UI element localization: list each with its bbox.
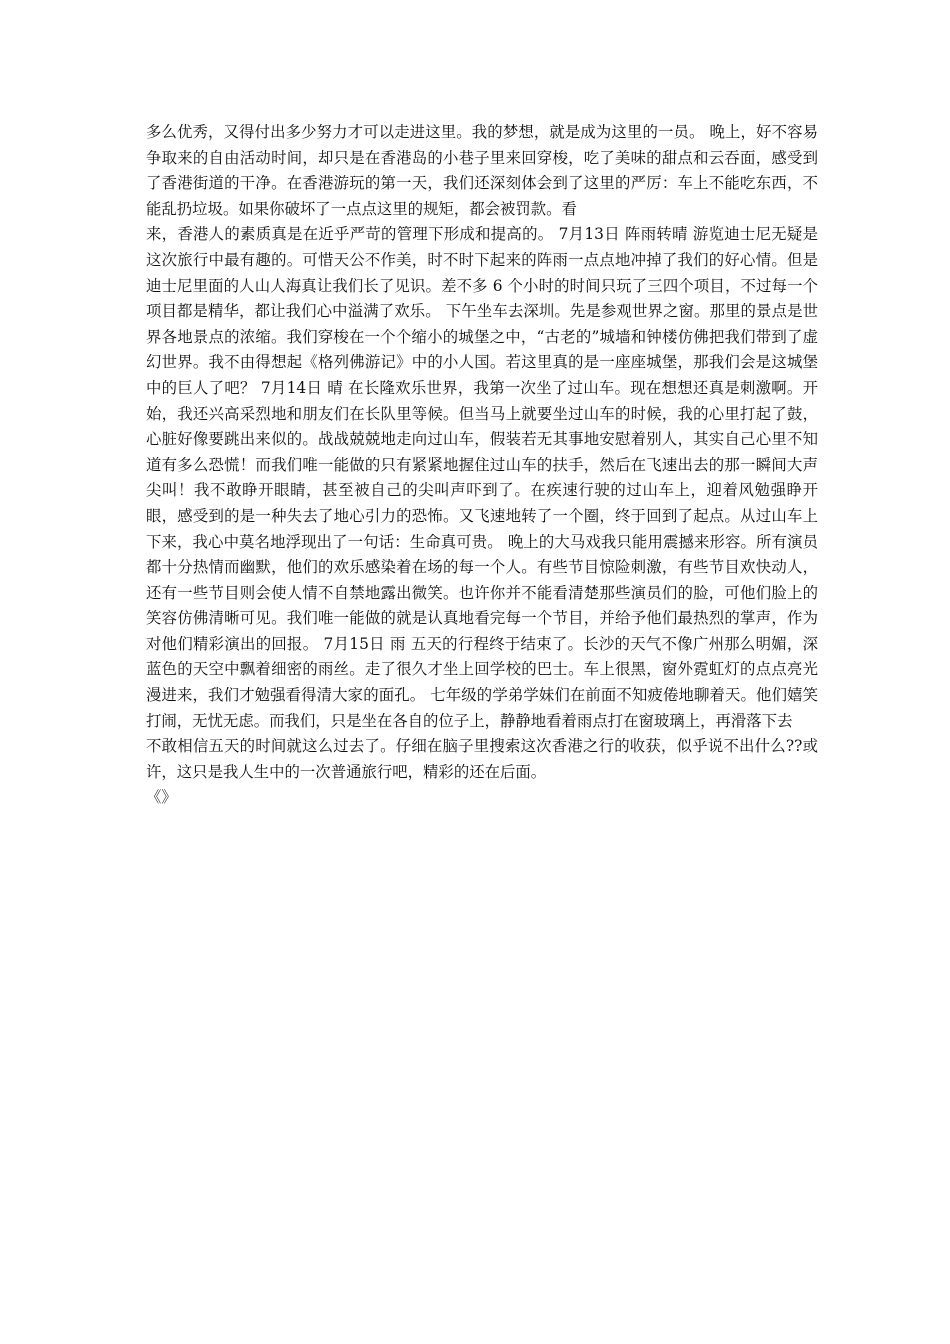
paragraph-2: 来，香港人的素质真是在近乎严苛的管理下形成和提高的。 7月13日 阵雨转晴 游览迪士尼无疑是这次旅行中最有趣的。可惜天公不作美，时不时下起来的阵雨一点点地冲掉了我们的好心情。但是迪士尼里面的人山人海真让我们长了见识。差不多 6 个小时的时间只玩了三四个项目，不过每一个项目都是精华，都让我们心中溢满了欢乐。 下午坐车去深圳。先是参观世界之窗。那里的景点是世界各地景点的浓缩。我们穿梭在一个个缩小的城堡之中，“古老的”城墙和钟楼仿佛把我们带到了虚幻世界。我不由得想起《格列佛游记》中的小人国。若这里真的是一座座城堡，那我们会是这城堡中的巨人了吧？ 7月14日 晴 在长隆欢乐世界，我第一次坐了过山车。现在想想还真是刺激啊。开始，我还兴高采烈地和朋友们在长队里等候。但当马上就要坐过山车的时候，我的心里打起了鼓，心脏好像要跳出来似的。战战兢兢地走向过山车，假装若无其事地安慰着别人，其实自己心里不知道有多么恐慌！而我们唯一能做的只有紧紧地握住过山车的扶手，然后在飞速出去的那一瞬间大声尖叫！我不敢睁开眼睛，甚至被自己的尖叫声吓到了。在疾速行驶的过山车上，迎着风勉强睁开眼，感受到的是一种失去了地心引力的恐怖。又飞速地转了一个圈，终于回到了起点。从过山车上下来，我心中莫名地浮现出了一句话：生命真可贵。 晚上的大马戏我只能用震撼来形容。所有演员都十分热情而幽默，他们的欢乐感染着在场的每一个人。有些节目惊险刺激，有些节目欢快动人，还有一些节目则会使人情不自禁地露出微笑。也许你并不能看清楚那些演员们的脸，可他们脸上的笑容仿佛清晰可见。我们唯一能做的就是认真地看完每一个节目，并给予他们最热烈的掌声，作为对他们精彩演出的回报。 7月15日 雨 五天的行程终于结束了。长沙的天气不像广州那么明媚，深蓝色的天空中飘着细密的雨丝。走了很久才坐上回学校的巴士。车上很黑，窗外霓虹灯的点点亮光漫进来，我们才勉强看得清大家的面孔。 七年级的学弟学妹们在前面不知疲倦地聊着天。他们嬉笑打闹，无忧无虑。而我们，只是坐在各自的位子上，静静地看着雨点打在窗玻璃上，再滑落下去 (146, 225, 818, 730)
document-body (146, 120, 818, 811)
paragraph-4: 《》 (146, 788, 177, 807)
paragraph-1: 多么优秀，又得付出多少努力才可以走进这里。我的梦想，就是成为这里的一员。 晚上，好不容易争取来的自由活动时间，却只是在香港岛的小巷子里来回穿梭，吃了美味的甜点和云吞面，感受到了香港街道的干净。在香港游玩的第一天，我们还深刻体会到了这里的严厉：车上不能吃东西，不能乱扔垃圾。如果你破坏了一点点这里的规矩，都会被罚款。看 (146, 123, 818, 218)
paragraph-3: 不敢相信五天的时间就这么过去了。仔细在脑子里搜索这次香港之行的收获，似乎说不出什么??或许，这只是我人生中的一次普通旅行吧，精彩的还在后面。 (146, 737, 818, 781)
